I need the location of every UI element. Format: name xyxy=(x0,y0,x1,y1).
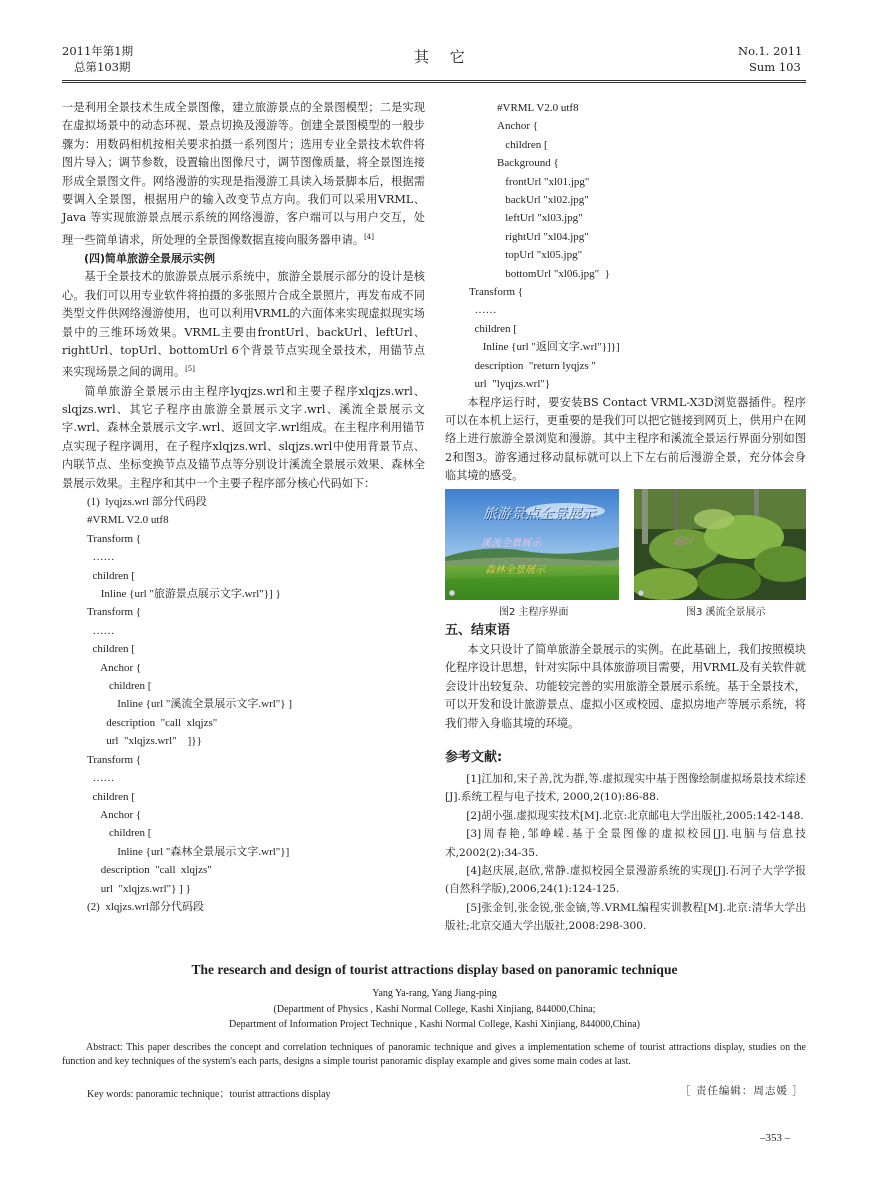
code-line: children [ xyxy=(87,569,135,582)
code-line: children [ xyxy=(87,790,135,803)
citation: [4] xyxy=(364,232,374,241)
code-block xyxy=(445,283,806,393)
header-rule-2 xyxy=(62,82,806,83)
paragraph xyxy=(62,99,425,250)
issue-no: No.1. 2011 xyxy=(738,44,803,58)
code-line: description "call xlqjzs" xyxy=(87,864,212,877)
code-line: bottomUrl "xl06.jpg" } xyxy=(497,267,610,280)
english-authors: Yang Ya-rang, Yang Jiang-ping xyxy=(372,988,497,999)
paragraph: 本文只设计了简单旅游全景展示的实例。在此基础上，我们按照模块化程序设计思想，针对实际中具体旅游项目需要，用VRML及有关软件就会设计出较复杂、功能较完善的实用旅游全景展示系统。基于全景技术，可以开发和设计旅游景点、虚拟小区或校园、虚拟房地产等展示系统，将我们带入身临其境的环境。 xyxy=(445,643,806,730)
code-line: …… xyxy=(87,772,115,785)
english-keywords: Key words: panoramic technique；tourist attractions display xyxy=(87,1089,331,1100)
code-line: Transform { xyxy=(87,532,142,545)
figure-main-interface xyxy=(445,489,619,600)
issue-year: 2011年第1期 xyxy=(62,44,134,58)
section-heading: 五、结束语 xyxy=(445,623,511,638)
code-line: (1) lyqjzs.wrl 部分代码段 xyxy=(87,496,207,508)
code-line: …… xyxy=(87,624,115,637)
code-line: leftUrl "xl03.jpg" xyxy=(497,212,583,225)
conclusion-section xyxy=(445,621,806,733)
code-line: #VRML V2.0 utf8 xyxy=(87,514,169,527)
english-affiliation-1: (Department of Physics , Kashi Normal College, Kashi Xinjiang, 844000,China; xyxy=(273,1004,596,1015)
citation: [5] xyxy=(185,365,195,374)
caption-fig3: 图3 溪流全景展示 xyxy=(686,607,766,618)
code-line: description "return lyqjzs " xyxy=(469,359,596,372)
paragraph: 简单旅游全景展示由主程序lyqjzs.wrl和主要子程序xlqjzs.wrl、slqjzs.wrl、其它子程序由旅游全景展示文字.wrl、溪流全景展示文字.wrl、森林全景展示文字.wrl、返回文字.wrl组成。在主程序利用锚节点实现子程序调用，在子程序xlqjzs.wrl、slqjzs.wrl中使用背景节点、内联节点、坐标变换节点及锚节点等分别设计溪流全景展示效果、森林全景展示效果。主程序和其中一个主要子程序部分核心代码如下： xyxy=(62,384,425,490)
code-line: rightUrl "xl04.jpg" xyxy=(497,230,589,243)
page-number: –353 – xyxy=(760,1132,791,1144)
code-line: Anchor { xyxy=(497,120,539,133)
code-line: url "xlqjzs.wrl"} ] } xyxy=(87,882,191,895)
forest-image xyxy=(634,489,806,600)
english-title: The research and design of tourist attractions display based on panoramic technique xyxy=(191,962,678,977)
code-line: (2) xlqjzs.wrl部分代码段 xyxy=(87,900,205,913)
code-line: Background { xyxy=(497,157,559,170)
header-rule xyxy=(62,80,806,81)
references xyxy=(445,748,806,936)
english-abstract: Abstract: This paper describes the concept and correlation techniques of panoramic technique and gives a implementation scheme of tourist attractions display, studies on the function and key techniques of the system's each parts, designs a simple tourist panoramic display example and gives some main codes at last. xyxy=(62,1042,806,1067)
code-line: Transform { xyxy=(87,606,142,619)
code-line: children [ xyxy=(497,138,548,151)
code-line: url "xlqjzs.wrl" ]}} xyxy=(87,735,202,748)
paragraph-text: 一是利用全景技术生成全景图像，建立旅游景点的全景图模型；二是实现在虚拟场景中的动态环视、景点切换及漫游等。创建全景图模型的一般步骤为：用数码相机按相关要求拍摄一系列图片；选用专业全景技术软件将图片导入；调节参数，设置输出图像尺寸，调节图像质量，将全景图连接形成全景图文件。网络漫游的实现是指漫游工具读入场景脚本后，根据需要调入全景图，根据用户的输入改变节点方向。我们可以采用VRML、Java 等实现旅游景点展示系统的网络漫游，客户端可以与用户交互，处理一些简单请求，所处理的全景图像数据直接向服务器申请。 xyxy=(62,101,425,247)
code-line: url "lyqjzs.wrl"} xyxy=(469,378,551,391)
code-line: Inline {url "旅游景点展示文字.wrl"}] } xyxy=(87,588,281,601)
subheading: (四)简单旅游全景展示实例 xyxy=(84,251,216,265)
code-line: backUrl "xl02.jpg" xyxy=(497,194,589,207)
code-line: children [ xyxy=(87,827,152,840)
reference-item: [4]赵庆展,赵欣,常静.虚拟校园全景漫游系统的实现[J].石河子大学学报(自然科学版),2006,24(1):124-125. xyxy=(445,865,806,896)
code-line: children [ xyxy=(469,322,517,335)
code-line: Transform { xyxy=(469,286,524,299)
paragraph: 本程序运行时，要安装BS Contact VRML-X3D浏览器插件。程序可以在本机上运行，更重要的是我们可以把它链接到网页上，供用户在网络上进行旅游全景浏览和漫游。其中主程序和溪流全景运行界面分别如图2和图3。游客通过移动鼠标就可以上下左右前后漫游全景，充分体会身临其境的感受。 xyxy=(445,395,806,483)
fig2-title: 旅游景点全景展示 xyxy=(483,506,595,522)
code-block xyxy=(445,99,806,283)
code-line: Transform { xyxy=(87,753,142,766)
english-affiliation-2: Department of Information Project Technique , Kashi Normal College, Kashi Xinjiang, 844000,China) xyxy=(229,1019,640,1030)
code-line: Anchor { xyxy=(87,661,142,674)
editor-note: ［ 责任编辑：周志媛 ］ xyxy=(680,1085,804,1097)
code-line: frontUrl "xl01.jpg" xyxy=(497,175,590,188)
fig2-menu-forest[interactable]: 森林全景展示 xyxy=(485,565,545,576)
fig2-menu-stream[interactable]: 溪流全景展示 xyxy=(481,538,541,549)
reference-item: [2]胡小强.虚拟现实技术[M].北京:北京邮电大学出版社,2005:142-148. xyxy=(466,809,804,822)
left-column xyxy=(62,99,425,916)
code-line: children [ xyxy=(87,680,152,693)
code-line: description "call xlqjzs" xyxy=(87,716,218,729)
reference-item: [3]周春艳,邹峥嵘.基于全景图像的虚拟校园[J].电脑与信息技术,2002(2):34-35. xyxy=(445,828,806,859)
caption-fig2: 图2 主程序界面 xyxy=(499,607,569,618)
code-block xyxy=(62,493,425,916)
code-line: Inline {url "溪流全景展示文字.wrl"} ] xyxy=(87,698,292,711)
figure-stream-panorama xyxy=(634,489,806,600)
issue-sum: Sum 103 xyxy=(749,60,801,74)
paragraph-text: 基于全景技术的旅游景点展示系统中，旅游全景展示部分的设计是核心。我们可以用专业软件将拍摄的多张照片合成全景照片，再发布成不同类型文件供网络漫游使用，也可以利用VRML的六面体来实现虚拟现实场景中的三维环场效果。VRML主要由frontUrl、backUrl、leftUrl、rightUrl、topUrl、bottomUrl 6个背景节点实现全景技术，用锚节点来实现场景之间的调用。 xyxy=(62,270,425,380)
issue-total: 总第103期 xyxy=(74,60,131,74)
code-line: #VRML V2.0 utf8 xyxy=(497,102,579,114)
fig3-back-link[interactable]: 返回 xyxy=(674,537,693,547)
code-line: Anchor { xyxy=(87,808,142,821)
running-section: 其 它 xyxy=(414,48,473,66)
reference-item: [1]江加和,宋子善,沈为群,等.虚拟现实中基于图像绘制虚拟场景技术综述[J].系统工程与电子技术, 2000,2(10):86-88. xyxy=(445,773,806,804)
references-heading: 参考文献: xyxy=(445,750,503,765)
code-line: Inline {url "森林全景展示文字.wrl"}] xyxy=(87,845,290,858)
code-line: …… xyxy=(469,304,497,317)
code-line: …… xyxy=(87,551,115,564)
reference-item: [5]张金钊,张金锐,张金镝,等.VRML编程实训教程[M].北京:清华大学出版社;北京交通大学出版社,2008:298-300. xyxy=(445,901,806,933)
code-line: topUrl "xl05.jpg" xyxy=(497,249,583,262)
paragraph xyxy=(62,268,425,382)
code-line: children [ xyxy=(87,643,135,656)
code-line: Inline {url "返回文字.wrl"}]}] xyxy=(469,341,620,354)
right-column xyxy=(445,99,806,486)
